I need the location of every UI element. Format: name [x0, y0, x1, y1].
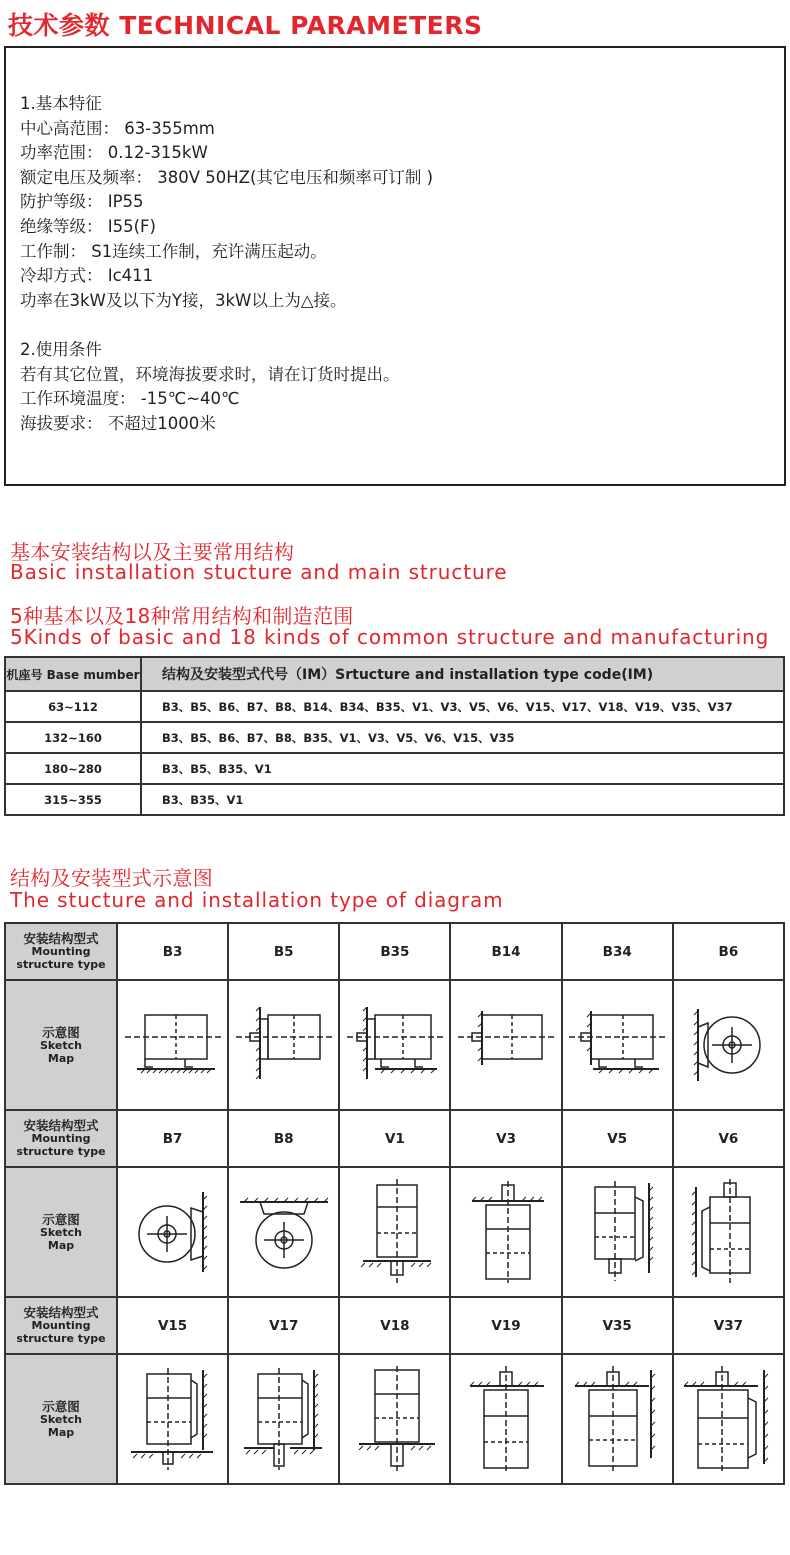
type-code-cell: V17	[228, 1297, 339, 1354]
base-number-cell: 315~355	[5, 784, 141, 815]
param-line: 若有其它位置，环境海拔要求时，请在订货时提出。	[20, 364, 400, 384]
sketch-cell	[450, 1167, 561, 1297]
vertical-wall-floor-sketch-icon	[234, 1364, 334, 1474]
label-cn: 示意图	[42, 1398, 80, 1414]
type-code-cell: V3	[450, 1110, 561, 1167]
sketch-row	[5, 980, 784, 1110]
type-code-cell: B35	[339, 923, 450, 980]
param-line	[20, 313, 433, 338]
section3-title-en: The stucture and installation type of diagram	[10, 888, 504, 912]
label-cn: 示意图	[42, 1211, 80, 1227]
sketch-map-label	[5, 1167, 117, 1297]
vertical-motor-sketch-icon	[345, 1177, 445, 1287]
parameters-box	[4, 46, 786, 486]
label-en-2: Map	[47, 1051, 75, 1065]
structure-code-cell: B3、B5、B6、B7、B8、B14、B34、B35、V1、V3、V5、V6、V15、V17、V18、V19、V35、V37	[141, 691, 784, 722]
type-code-cell: B7	[117, 1110, 228, 1167]
type-code-cell: V6	[673, 1110, 784, 1167]
label-en-1: Sketch	[39, 1038, 82, 1052]
param-line: 中心高范围： 63-355mm	[20, 118, 215, 138]
sketch-cell	[673, 980, 784, 1110]
sketch-cell	[117, 1167, 228, 1297]
sketch-map-label	[5, 980, 117, 1110]
param-line: 功率在3kW及以下为Y接，3kW以上为△接。	[20, 290, 347, 310]
type-code-row	[5, 1110, 784, 1167]
sketch-cell	[339, 1354, 450, 1484]
type-code-cell: V35	[562, 1297, 673, 1354]
type-code-row	[5, 1297, 784, 1354]
sketch-row	[5, 1354, 784, 1484]
table-header-row	[5, 657, 784, 691]
label-en-2: structure type	[16, 958, 106, 971]
wall-mount-end-view-sketch-icon	[123, 1182, 223, 1282]
label-cn: 安装结构型式	[23, 1305, 99, 1320]
type-code-cell: B6	[673, 923, 784, 980]
sketch-cell	[117, 980, 228, 1110]
vertical-ceiling-shaft-up-sketch-icon	[456, 1364, 556, 1474]
sketch-cell	[339, 980, 450, 1110]
label-cn: 安装结构型式	[23, 931, 99, 946]
param-line: 额定电压及频率： 380V 50HZ(其它电压和频率可订制 )	[20, 167, 434, 187]
type-code-cell: V1	[339, 1110, 450, 1167]
header-base-number: 机座号 Base mumber	[5, 657, 141, 691]
face-foot-motor-sketch-icon	[567, 1005, 667, 1085]
param-line: 冷却方式： Ic411	[20, 266, 154, 286]
sketch-cell	[673, 1354, 784, 1484]
type-code-cell: B3	[117, 923, 228, 980]
type-code-cell: B5	[228, 923, 339, 980]
param-line: 海拔要求： 不超过1000米	[20, 413, 216, 433]
param-line: 2.使用条件	[20, 339, 102, 359]
label-en-2: Map	[47, 1238, 75, 1252]
section2-title-en: 5Kinds of basic and 18 kinds of common structure and manufacturing	[10, 625, 770, 649]
sketch-cell	[562, 1167, 673, 1297]
sketch-cell	[117, 1354, 228, 1484]
type-code-cell: V15	[117, 1297, 228, 1354]
flange-motor-sketch-icon	[234, 1005, 334, 1085]
sketch-cell	[450, 1354, 561, 1484]
type-code-cell: B34	[562, 923, 673, 980]
label-en-2: structure type	[16, 1145, 106, 1158]
end-view-motor-sketch-icon	[678, 1005, 778, 1085]
sketch-cell	[450, 980, 561, 1110]
param-line: 工作制： S1连续工作制，充许满压起动。	[20, 241, 327, 261]
vertical-foot-floor-sketch-icon	[123, 1364, 223, 1474]
label-en-2: structure type	[16, 1332, 106, 1345]
sketch-row	[5, 1167, 784, 1297]
mounting-type-label	[5, 923, 117, 980]
vertical-wall-shaft-up-sketch-icon	[678, 1177, 778, 1287]
sketch-cell	[228, 1354, 339, 1484]
horizontal-motor-sketch-icon	[123, 1005, 223, 1085]
table-row	[5, 753, 784, 784]
structure-code-cell: B3、B5、B35、V1	[141, 753, 784, 784]
table-row	[5, 784, 784, 815]
vertical-ceiling-wall-sketch-icon	[567, 1364, 667, 1474]
param-line: 功率范围： 0.12-315kW	[20, 143, 208, 163]
label-en-1: Sketch	[39, 1225, 82, 1239]
type-code-cell: V19	[450, 1297, 561, 1354]
type-code-cell: B14	[450, 923, 561, 980]
header-structure-code: 结构及安装型式代号（IM）Srtucture and installation type code(IM)	[141, 657, 784, 691]
face-motor-sketch-icon	[456, 1005, 556, 1085]
label-en-1: Sketch	[39, 1412, 82, 1426]
structure-code-table	[4, 656, 785, 816]
param-line: 防护等级： IP55	[20, 192, 144, 212]
sketch-cell	[228, 980, 339, 1110]
mounting-type-label	[5, 1297, 117, 1354]
structure-code-cell: B3、B5、B6、B7、B8、B35、V1、V3、V5、V6、V15、V35	[141, 722, 784, 753]
ceiling-mount-end-view-sketch-icon	[234, 1182, 334, 1282]
page-title: 技术参数 TECHNICAL PARAMETERS	[8, 11, 483, 40]
vertical-shaft-up-sketch-icon	[456, 1177, 556, 1287]
section2-title-cn: 5种基本以及18种常用结构和制造范围	[10, 604, 354, 628]
type-code-cell: V37	[673, 1297, 784, 1354]
type-code-cell: V5	[562, 1110, 673, 1167]
label-cn: 安装结构型式	[23, 1118, 99, 1133]
sketch-cell	[562, 980, 673, 1110]
label-cn: 示意图	[42, 1024, 80, 1040]
label-en-1: Mounting	[31, 1132, 91, 1145]
param-line: 绝缘等级： I55(F)	[20, 216, 156, 236]
param-line: 1.基本特征	[20, 94, 102, 113]
label-en-1: Mounting	[31, 1319, 91, 1332]
vertical-wall-shaft-down-sketch-icon	[567, 1177, 667, 1287]
section1-title-cn: 基本安装结构以及主要常用结构	[10, 540, 295, 564]
param-line: 工作环境温度： -15℃~40℃	[20, 389, 240, 409]
vertical-ceiling-wall-foot-sketch-icon	[678, 1364, 778, 1474]
section1-title-en: Basic installation stucture and main structure	[10, 560, 508, 584]
vertical-through-floor-sketch-icon	[345, 1364, 445, 1474]
sketch-map-label	[5, 1354, 117, 1484]
base-number-cell: 132~160	[5, 722, 141, 753]
sketch-cell	[339, 1167, 450, 1297]
type-code-row	[5, 923, 784, 980]
base-number-cell: 63~112	[5, 691, 141, 722]
label-en-1: Mounting	[31, 945, 91, 958]
section3-title-cn: 结构及安装型式示意图	[10, 866, 213, 890]
base-number-cell: 180~280	[5, 753, 141, 784]
sketch-cell	[562, 1354, 673, 1484]
parameters-list	[20, 92, 433, 436]
installation-diagram-table	[4, 922, 785, 1485]
type-code-cell: B8	[228, 1110, 339, 1167]
mounting-type-label	[5, 1110, 117, 1167]
table-row	[5, 722, 784, 753]
sketch-cell	[228, 1167, 339, 1297]
flange-foot-motor-sketch-icon	[345, 1005, 445, 1085]
type-code-cell: V18	[339, 1297, 450, 1354]
label-en-2: Map	[47, 1425, 75, 1439]
structure-code-cell: B3、B35、V1	[141, 784, 784, 815]
sketch-cell	[673, 1167, 784, 1297]
table-row	[5, 691, 784, 722]
